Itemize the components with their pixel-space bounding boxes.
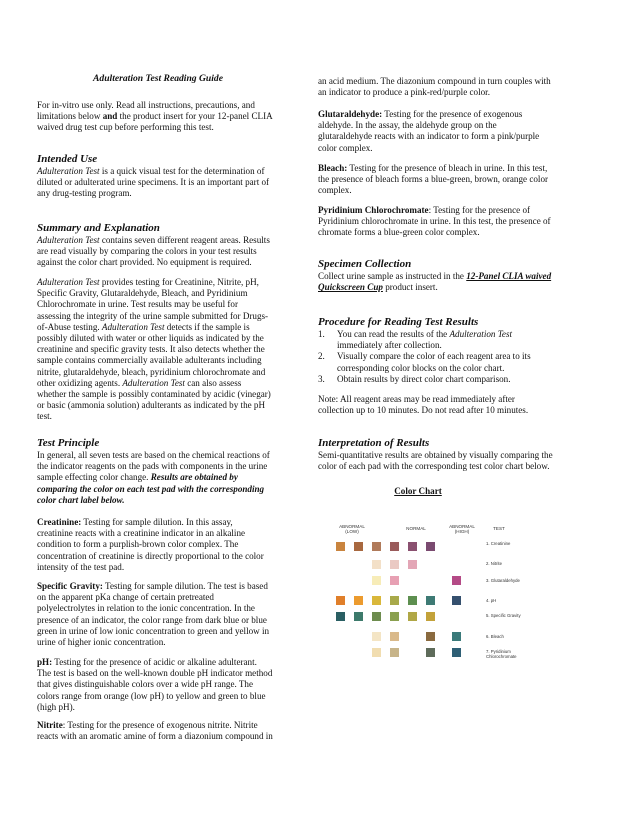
procedure-note: Note: All reagent areas may be read immediately after collection up to 10 minutes. Do not read after 10 minutes.	[318, 394, 529, 416]
chart-test-label: 4. pH	[486, 598, 497, 603]
specific-gravity-paragraph: Specific Gravity: Testing for sample dilution. The test is based on the apparent pKa change of certain pretreated polyelectrolytes in relation to the ionic concentration. In the presence of an indicator, the color range from dark blue or blue green in urine of low ionic concentration to green and yellow in urine of higher ionic concentration.	[37, 581, 270, 648]
color-swatch-sg	[426, 612, 435, 621]
chart-test-label: 1. Creatinine	[486, 541, 511, 546]
color-swatch-creatinine	[390, 542, 399, 551]
list-item: 2. Visually compare the color of each reagent area to its corresponding color blocks on the color chart.	[318, 351, 531, 373]
nitrite-continued: an acid medium. The diazonium compound in turn couples with an indicator to produce a pink-red/purple color.	[318, 76, 551, 98]
color-swatch-pyr	[390, 648, 399, 657]
color-swatch-ph	[372, 596, 381, 605]
color-swatch-creatinine	[354, 542, 363, 551]
color-swatch-pyr	[452, 648, 461, 657]
color-swatch-sg	[354, 612, 363, 621]
color-swatch-ph	[426, 596, 435, 605]
color-swatch-pyr	[372, 648, 381, 657]
chart-header-high: ABNORMAL (HIGH)	[449, 524, 475, 534]
color-swatch-ph	[390, 596, 399, 605]
interpretation-text: Semi-quantitative results are obtained by visually comparing the color of each pad with the corresponding test color chart below.	[318, 450, 553, 472]
chart-test-label: 5. Specific Gravity	[486, 613, 521, 618]
intro-paragraph: For in-vitro use only. Read all instructions, precautions, and limitations below and the product insert for your 12-panel CLIA waived drug test cup before performing this test.	[37, 100, 273, 133]
color-swatch-nitrite	[372, 560, 381, 569]
interpretation-heading: Interpretation of Results	[318, 437, 430, 449]
summary-heading: Summary and Explanation	[37, 222, 160, 234]
color-swatch-sg	[408, 612, 417, 621]
ph-paragraph: pH: Testing for the presence of acidic or alkaline adulterant. The test is based on the well-known double pH indicator method that gives distinguishable colors over a wide pH range. The colors range from orange (low pH) to yellow and green to blue (high pH).	[37, 657, 273, 712]
chart-test-label: 7. Pyridinium Chlorochromate	[486, 649, 517, 659]
color-swatch-ph	[336, 596, 345, 605]
color-chart-title: Color Chart	[394, 486, 442, 496]
color-swatch-ph	[452, 596, 461, 605]
color-swatch-glut	[452, 576, 461, 585]
color-swatch-pyr	[426, 648, 435, 657]
color-chart	[328, 520, 548, 672]
test-principle-heading: Test Principle	[37, 437, 100, 449]
color-swatch-bleach	[452, 632, 461, 641]
list-item: 1. You can read the results of the Adulteration Test immediately after collection.	[318, 329, 513, 351]
chart-header-test: TEST	[493, 526, 505, 531]
color-swatch-creatinine	[426, 542, 435, 551]
summary-p2: Adulteration Test provides testing for Creatinine, Nitrite, pH, Specific Gravity, Glutaraldehyde, Bleach, and Pyridinium Chlorochromate in urine. Test results may be useful for assessing the integrity of the urine sample submitted for Drugs- of-Abuse testing. Adulteration Test detects if the sample is possibly diluted with water or other liquids as indicated by the creatinine and specific gravity tests. It also detects whether the sample contains commercially available adulterants including nitrite, glutaraldehyde, bleach, pyridinium chlorochromate and other oxidizing agents. Adulteration Test can also assess whether the sample is possibly contaminated by acidic (vinegar) or basic (ammonia solution) adulterants as indicated by the pH test.	[37, 277, 271, 422]
chart-test-label: 3. Glutaraldehyde	[486, 578, 520, 583]
color-swatch-nitrite	[408, 560, 417, 569]
document-title: Adulteration Test Reading Guide	[93, 73, 223, 84]
creatinine-paragraph: Creatinine: Testing for sample dilution. In this assay, creatinine reacts with a creatinine indicator in an alkaline condition to form a purplish-brown color complex. The concentration of creatinine is directly proportional to the color intensity of the test pad.	[37, 517, 264, 572]
glutaraldehyde-paragraph: Glutaraldehyde: Testing for the presence of exogenous aldehyde. In the assay, the aldehyde group on the glutaraldehyde reacts with an indicator to form a pink/purple color complex.	[318, 109, 540, 153]
chart-test-label: 6. Bleach	[486, 634, 504, 639]
color-swatch-ph	[408, 596, 417, 605]
summary-p1: Adulteration Test contains seven different reagent areas. Results are read visually by comparing the colors in your test results against the color chart provided. No equipment is required.	[37, 235, 270, 268]
test-principle-p1: In general, all seven tests are based on the chemical reactions of the indicator reagents on the pads with components in the urine sample effecting color change. Results are obtained by comparing the color on each test pad with the corresponding color chart label below.	[37, 450, 270, 505]
color-swatch-bleach	[390, 632, 399, 641]
chart-header-low: ABNORMAL (LOW)	[339, 524, 365, 534]
procedure-list	[318, 329, 566, 385]
color-swatch-bleach	[372, 632, 381, 641]
procedure-heading: Procedure for Reading Test Results	[318, 316, 479, 328]
pyridinium-paragraph: Pyridinium Chlorochromate: Testing for the presence of Pyridinium chlorochromate in urine. In this test, the presence of chromate forms a blue-green color complex.	[318, 205, 551, 238]
list-item: 3. Obtain results by direct color chart comparison.	[318, 373, 511, 384]
color-swatch-bleach	[426, 632, 435, 641]
chart-test-label: 2. Nitrite	[486, 561, 502, 566]
specimen-collection-text: Collect urine sample as instructed in the 12-Panel CLIA waived Quickscreen Cup product insert.	[318, 271, 552, 293]
chart-header-normal: NORMAL	[406, 526, 426, 531]
color-swatch-glut	[390, 576, 399, 585]
specimen-collection-heading: Specimen Collection	[318, 258, 412, 270]
color-swatch-sg	[372, 612, 381, 621]
color-swatch-creatinine	[408, 542, 417, 551]
bleach-paragraph: Bleach: Testing for the presence of bleach in urine. In this test, the presence of bleach forms a blue-green, brown, orange color complex.	[318, 163, 549, 196]
color-swatch-sg	[390, 612, 399, 621]
nitrite-paragraph: Nitrite: Testing for the presence of exogenous nitrite. Nitrite reacts with an aromatic amine of form a diazonium compound in	[37, 720, 273, 742]
color-swatch-ph	[354, 596, 363, 605]
intended-use-text: Adulteration Test is a quick visual test for the determination of diluted or adulterated urine specimens. It is an important part of any drug-testing program.	[37, 166, 270, 199]
intended-use-heading: Intended Use	[37, 153, 98, 165]
color-swatch-creatinine	[336, 542, 345, 551]
color-swatch-creatinine	[372, 542, 381, 551]
color-swatch-sg	[336, 612, 345, 621]
color-swatch-glut	[372, 576, 381, 585]
color-swatch-nitrite	[390, 560, 399, 569]
